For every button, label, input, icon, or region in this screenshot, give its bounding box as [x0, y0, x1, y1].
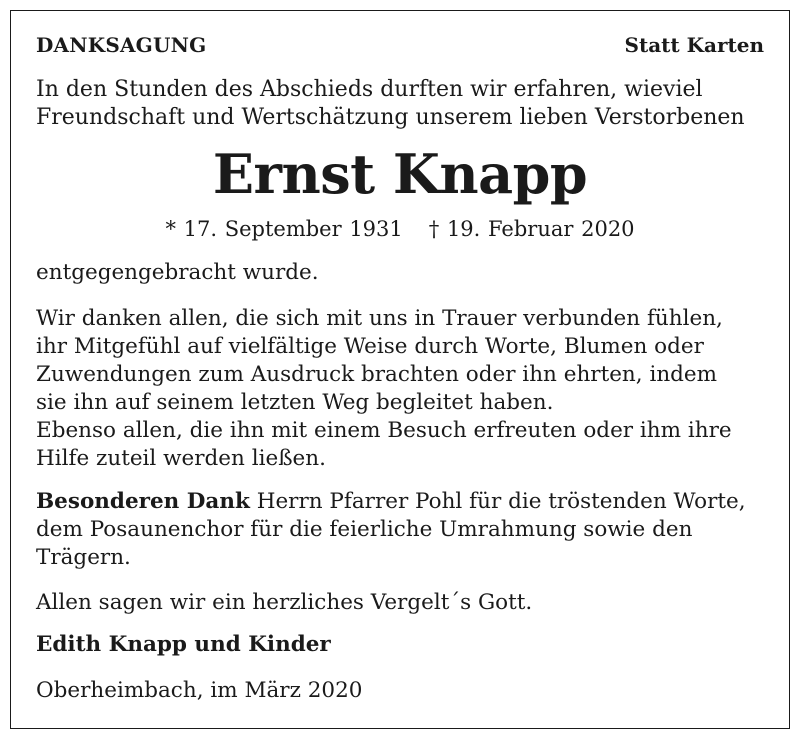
intro-line: In den Stunden des Abschieds durften wir erfahren, wieviel — [36, 77, 703, 102]
signature — [36, 631, 771, 659]
deceased-name: Ernst Knapp — [212, 142, 588, 206]
intro-line: Freundschaft und Wertschätzung unserem lieben Verstorbenen — [36, 105, 745, 130]
special-thanks-line — [36, 488, 771, 516]
place-date-line: Oberheimbach, im März 2020 — [36, 678, 363, 703]
continuation-line: entgegengebracht wurde. — [36, 260, 319, 285]
special-thanks-line: Trägern. — [36, 545, 131, 570]
thanks-paragraph — [36, 305, 771, 473]
signature-line: Edith Knapp und Kinder — [36, 632, 331, 657]
place-date — [36, 677, 771, 705]
life-dates — [0, 217, 800, 241]
thanks-line: Wir danken allen, die sich mit uns in Trauer verbunden fühlen, — [36, 306, 723, 331]
thanks-line: Hilfe zuteil werden ließen. — [36, 446, 326, 471]
death-date: † 19. Februar 2020 — [428, 217, 635, 241]
birth-date: * 17. September 1931 — [165, 217, 403, 241]
special-thanks-text: Herrn Pfarrer Pohl für die tröstenden Worte, — [249, 489, 746, 514]
continuation-text — [36, 259, 771, 287]
special-thanks-paragraph — [36, 488, 771, 572]
thanks-line: Zuwendungen zum Ausdruck brachten oder ihn ehrten, indem — [36, 362, 718, 387]
thanks-line: Ebenso allen, die ihn mit einem Besuch erfreuten oder ihm ihre — [36, 418, 732, 443]
special-thanks-lead: Besonderen Dank — [36, 489, 250, 514]
notice-heading: DANKSAGUNG — [36, 33, 207, 57]
statt-karten-label: Statt Karten — [624, 33, 764, 57]
thanks-line: ihr Mitgefühl auf vielfältige Weise durch Worte, Blumen oder — [36, 334, 704, 359]
special-thanks-line: dem Posaunenchor für die feierliche Umrahmung sowie den — [36, 517, 693, 542]
intro-paragraph — [36, 76, 776, 132]
closing-line: Allen sagen wir ein herzliches Vergelt´s Gott. — [36, 590, 533, 615]
closing-text — [36, 589, 771, 617]
thanks-line: sie ihn auf seinem letzten Weg begleitet haben. — [36, 390, 554, 415]
